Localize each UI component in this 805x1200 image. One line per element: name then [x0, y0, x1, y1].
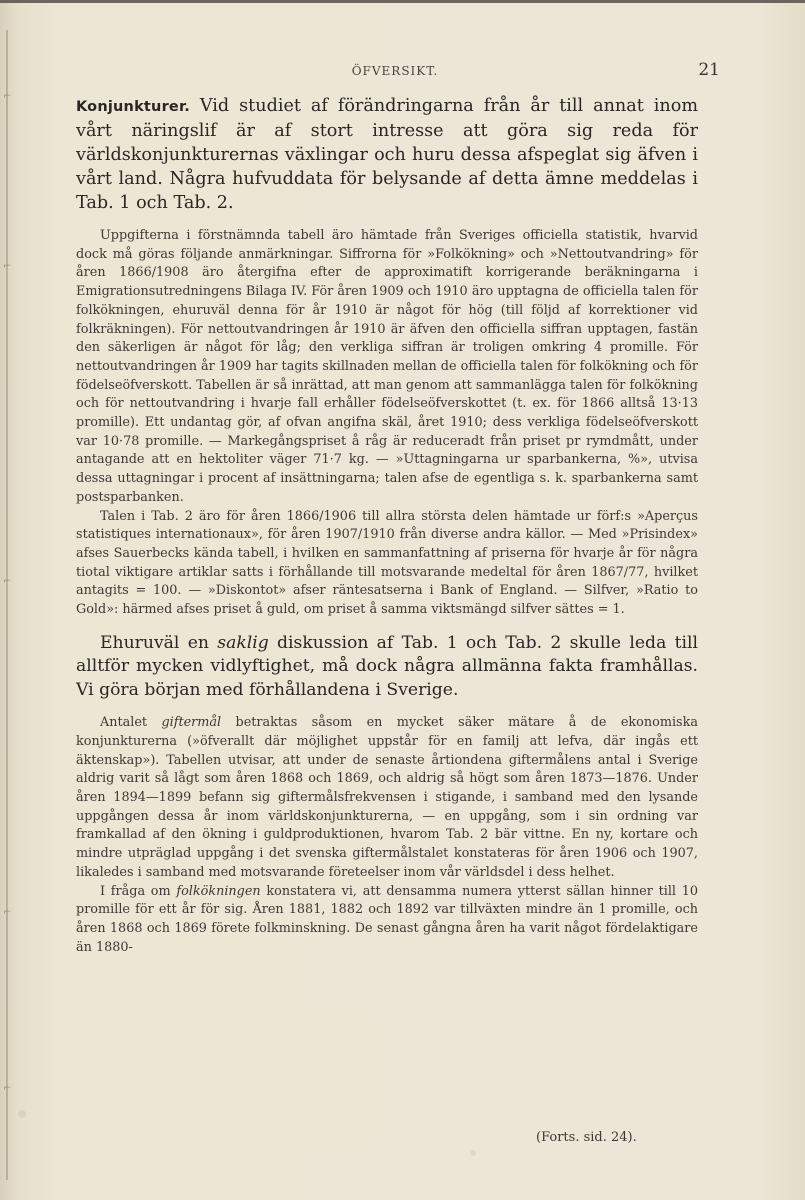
text-run: betraktas såsom en mycket säker mätare å de ekonomiska konjunkturerna (»öfverallt där möjlighet uppstår för en familj att lefva, där ingås ett äktenskap»). Tabellen utvisar, att under de senaste årtiondena giftermålens antal i Sverige aldrig varit så lågt som åren 1868 och 1869, och aldrig så högt som åren 1873—1876. Under åren 1894—1899 befann sig giftermålsfrekvensen i stigande, i samband med den lysande uppgången dessa år inom världskonjunkturerna, — en uppgång, som i sin ordning var framkallad af den ökning i guldproduktionen, hvarom Tab. 2 bär vittne. En ny, kortare och mindre utpräglad uppgång i det svenska giftermålstalet konstateras för åren 1906 och 1907, likaledes i samband med motsvarande företeelser inom vår världsdel i dess helhet.: [76, 715, 698, 880]
paragraph-text: Vid studiet af förändringarna från år till annat inom vårt näringslif är af stort intresse att göra sig reda för världskonjunkturernas växlingar och huru dessa afspeglat sig äfven i vårt land. Några hufvuddata för belysande af detta ämne meddelas i Tab. 1 och Tab. 2.: [76, 96, 698, 213]
paper-stain: [18, 1110, 26, 1118]
margin-mark: ⌐: [3, 261, 12, 272]
margin-mark: ⌐: [3, 907, 12, 918]
paragraph-konjunkturer: [76, 94, 698, 215]
paragraph-notes-tab1: Uppgifterna i förstnämnda tabell äro hämtade från Sveriges officiella statistik, hvarvid dock må göras följande anmärkningar. Siffrorna för »Folkökning» och »Nettoutvandring» för åren 1866/1908 äro återgifna efter de approximatift korrigerande beräkningarna i Emigrationsutredningens Bilaga IV. För åren 1909 och 1910 äro upptagna de officiella talen för folkökningen, ehuruväl denna för år 1910 är något för hög (till följd af korrektioner vid folkräkningen). För nettoutvandringen år 1910 är äfven den officiella siffran upptagen, fastän den säkerligen är något för låg; den verkliga siffran är troligen omkring 4 promille. För nettoutvandringen år 1909 har tagits skillnaden mellan de officiella talen för folkökning och för födelseöfverskott. Tabellen är så inrättad, att man genom att sammanlägga talen för folkökning och för nettoutvandring i hvarje fall erhåller födelseöfverskottet (t. ex. för 1866 alltså 13·13 promille). Ett undantag gör, af ofvan angifna skäl, året 1910; dess verkliga födelseöfverskott var 10·78 promille. — Markegångspriset å råg är reduceradt från priset pr rymdmått, under antagande att en hektoliter väger 71·7 kg. — »Uttagningarna ur sparbankerna, %», utvisa dessa uttagningar i procent af insättningarna; talen afse de egentliga s. k. sparbankerna samt postsparbanken.: [76, 228, 698, 505]
page-number: 21: [698, 60, 720, 80]
text-run: Antalet: [100, 715, 162, 731]
binding-edge: [6, 30, 8, 1180]
paper-stain: [470, 1150, 476, 1156]
italic-term: saklig: [217, 632, 269, 653]
paragraph-notes-tab2: Talen i Tab. 2 äro för åren 1866/1906 till allra största delen hämtade ur förf:s »Aperçus statistiques internationaux», för åren 1907/1910 från diverse andra källor. — Med »Prisindex» afses Sauerbecks kända tabell, i hvilken en sammanfattning af priserna för hvarje år för några tiotal viktigare artiklar satts i förhållande till motsvarande medeltal för åren 1867/77, hvilket antagits = 100. — »Diskontot» afser räntesatserna i Bank of England. — Silfver, »Ratio to Gold»: härmed afses priset å guld, om priset å samma viktsmängd silfver sättes = 1.: [76, 508, 698, 618]
margin-mark: ⌐: [3, 1083, 12, 1094]
italic-term: giftermål: [161, 715, 222, 731]
italic-term: folkökningen: [176, 883, 261, 899]
paragraph-discussion-intro: [76, 632, 698, 703]
top-rule: [0, 0, 805, 3]
continuation-note: (Forts. sid. 24).: [536, 1130, 637, 1145]
text-body: [76, 94, 698, 957]
margin-mark: ⌐: [3, 91, 12, 102]
text-run: konstatera vi, att densamma numera ytterst sällan hinner till 10 promille för ett år för sig. Åren 1881, 1882 och 1892 var tillväxten mindre än 1 promille, och åren 1868 och 1869 förete folkminskning. De senast gångna åren ha varit något fördelaktigare än 1880-: [76, 883, 698, 955]
section-heading: Konjunkturer.: [76, 99, 190, 115]
paragraph-giftermal: [76, 714, 698, 882]
running-title: ÖFVERSIKT.: [351, 64, 439, 78]
margin-mark: ⌐: [3, 576, 12, 587]
text-run: I fråga om: [100, 883, 177, 899]
running-header: [70, 60, 720, 86]
text-run: Ehuruväl en: [100, 632, 218, 653]
paragraph-folkokning: [76, 883, 698, 958]
text-run: diskussion af Tab. 1 och Tab. 2 skulle leda till alltför mycken vidlyftighet, må dock några allmänna fakta framhållas. Vi göra början med förhållandena i Sverige.: [76, 632, 698, 700]
